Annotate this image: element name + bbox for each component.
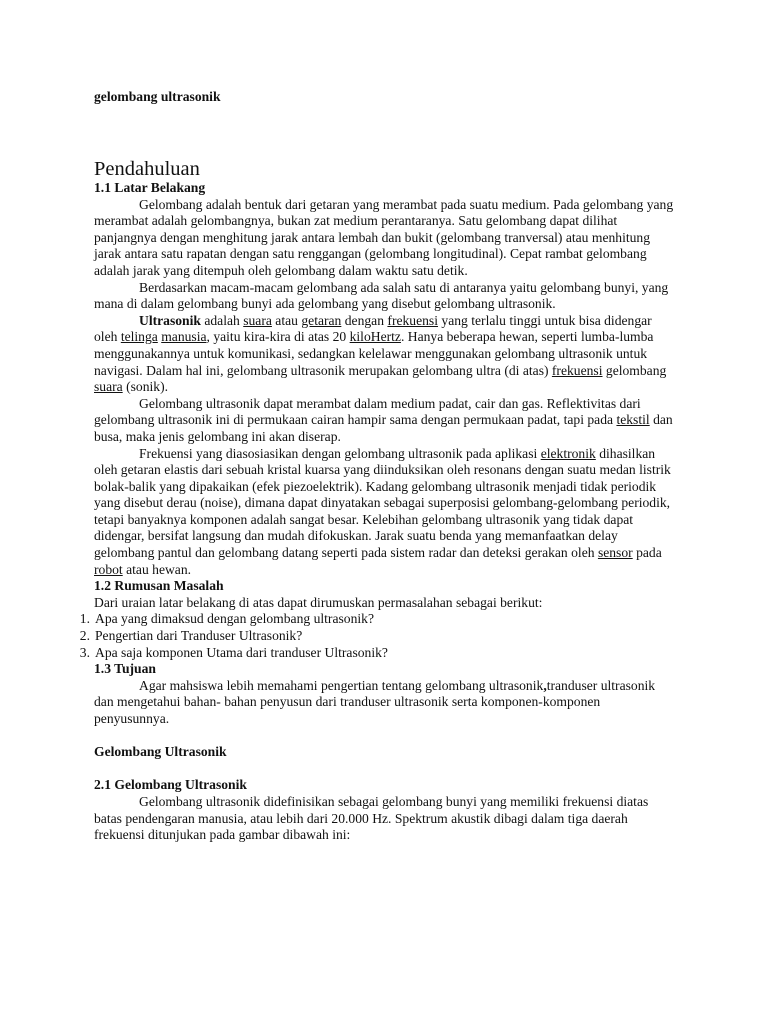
rumusan-intro: Dari uraian latar belakang di atas dapat dirumuskan permasalahan sebagai berikut: <box>94 594 543 610</box>
link-elektronik[interactable]: elektronik <box>540 445 596 461</box>
paragraph-macam-gelombang: Berdasarkan macam-macam gelombang ada salah satu di antaranya yaitu gelombang bunyi, yang mana di dalam gelombang bunyi ada gelombang yang disebut gelombang ultrasonik. <box>94 279 669 312</box>
paragraph-tujuan: Agar mahsiswa lebih memahami pengertian tentang gelombang ultrasonik,tranduser ultrasonik dan mengetahui bahan- bahan penyusun dari tranduser ultrasonik serta komponen-komponen penyusunnya. <box>94 677 656 726</box>
paragraph-gelombang: Gelombang adalah bentuk dari getaran yang merambat pada suatu medium. Pada gelombang yang merambat adalah gelombangnya, bukan zat medium perantaranya. Satu gelombang dapat dilihat panjangnya dengan menghitung jarak antara lembah dan bukit (gelombang tranversal) atau menhitung jarak antara satu rapatan dengan satu renggangan (gelombang longitudinal). Cepat rambat gelombang adalah jarak yang ditempuh oleh gelombang dalam waktu satu detik. <box>94 196 674 278</box>
paragraph-definisi-ultrasonik: Gelombang ultrasonik didefinisikan sebagai gelombang bunyi yang memiliki frekuensi diatas batas pendengaran manusia, atau lebih dari 20.000 Hz. Spektrum akustik dibagi dalam tiga daerah frekuensi ditunjukan pada gambar dibawah ini: <box>94 793 649 843</box>
document-body <box>79 180 678 844</box>
link-telinga[interactable]: telinga <box>120 329 158 345</box>
link-frekuensi[interactable]: frekuensi <box>387 312 439 328</box>
section-1-1-title: 1.1 Latar Belakang <box>94 180 206 195</box>
link-frekuensi-2[interactable]: frekuensi <box>551 362 603 378</box>
chapter-2-title: Gelombang Ultrasonik <box>94 744 227 760</box>
term-ultrasonik: Ultrasonik <box>139 312 201 328</box>
paragraph-ultrasonik-definition: Ultrasonik adalah suara atau getaran dengan frekuensi yang terlalu tinggi untuk bisa didengar oleh telinga manusia, yaitu kira-kira di atas 20 kiloHertz. Hanya beberapa hewan, seperti lumba-lumba menggunakannya untuk komunikasi, sedangkan kelelawar menggunakan gelombang ultrasonik untuk navigasi. Dalam hal ini, gelombang ultrasonik merupakan gelombang ultra (di atas) frekuensi gelombang suara (sonik). <box>94 312 667 395</box>
list-item: 1. Apa yang dimaksud dengan gelombang ultrasonik? <box>79 611 374 627</box>
paragraph-medium: Gelombang ultrasonik dapat merambat dalam medium padat, cair dan gas. Reflektivitas dari gelombang ultrasonik ini di permukaan cairan hampir sama dengan permukaan padat, tapi pada tekstil dan busa, maka jenis gelombang ini akan diserap. <box>94 395 673 444</box>
link-sensor[interactable]: sensor <box>597 545 633 561</box>
spacer <box>94 761 678 778</box>
document-title: gelombang ultrasonik <box>94 89 221 104</box>
rumusan-list <box>0 611 678 661</box>
list-item: 2. Pengertian dari Tranduser Ultrasonik? <box>79 628 303 644</box>
link-robot[interactable]: robot <box>94 561 123 577</box>
section-2-1-title: 2.1 Gelombang Ultrasonik <box>94 777 247 793</box>
section-1-2-title: 1.2 Rumusan Masalah <box>94 578 224 594</box>
spacer <box>94 728 678 745</box>
link-getaran[interactable]: getaran <box>301 312 342 328</box>
link-tekstil[interactable]: tekstil <box>616 412 650 428</box>
list-item: 3. Apa saja komponen Utama dari tranduser Ultrasonik? <box>79 644 388 660</box>
link-suara-2[interactable]: suara <box>94 379 123 395</box>
heading-pendahuluan: Pendahuluan <box>94 158 200 180</box>
section-1-3-title: 1.3 Tujuan <box>94 661 156 677</box>
link-manusia[interactable]: manusia <box>161 329 207 345</box>
link-suara[interactable]: suara <box>243 312 272 328</box>
link-kilohertz[interactable]: kiloHertz <box>349 329 401 345</box>
paragraph-frekuensi: Frekuensi yang diasosiasikan dengan gelombang ultrasonik pada aplikasi elektronik dihasilkan oleh getaran elastis dari sebuah kristal kuarsa yang diinduksikan oleh resonans dengan suatu medan listrik bolak-balik yang dipakaikan (efek piezoelektrik). Kadang gelombang ultrasonik menjadi tidak periodik yang disebut derau (noise), dimana dapat dinyatakan sebagai superposisi gelombang-gelombang periodik, tetapi banyaknya komponen adalah sangat besar. Kelebihan gelombang ultrasonik yang tidak dapat didengar, bersifat langsung dan mudah difokuskan. Jarak suatu benda yang memanfaatkan delay gelombang pantul dan gelombang datang seperti pada sistem radar dan deteksi gerakan oleh sensor pada robot atau hewan. <box>94 445 671 577</box>
